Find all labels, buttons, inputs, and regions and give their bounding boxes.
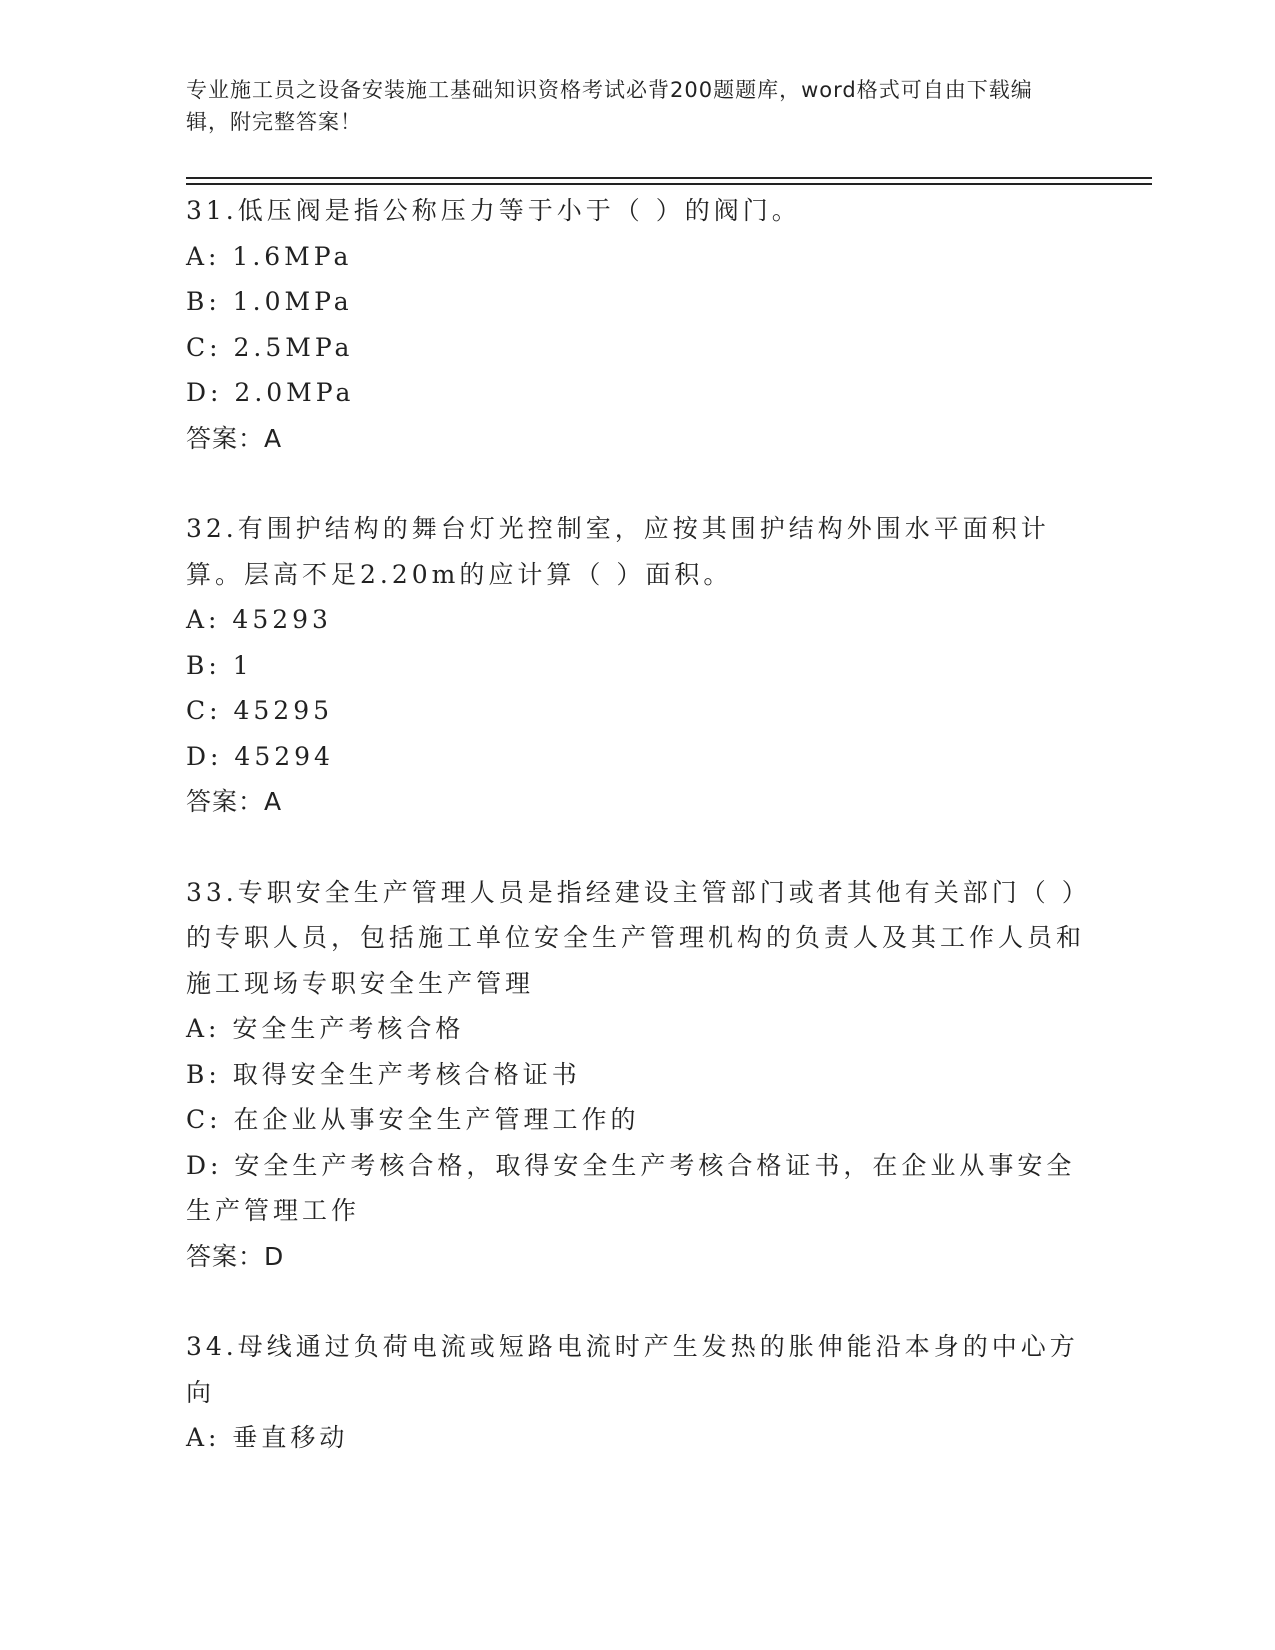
question-33 [186,870,1086,1280]
option-d: D: 2.0MPa [186,378,355,407]
option-c: C: 2.5MPa [186,332,354,362]
option-a: A: 安全生产考核合格 [186,1014,465,1043]
question-stem: 33.专职安全生产管理人员是指经建设主管部门或者其他有关部门（ ）的专职人员，包括施工单位安全生产管理机构的负责人及其工作人员和施工现场专职安全生产管理 [186,877,1086,998]
header-rule-bottom [186,183,1152,185]
answer: 答案：A [186,787,283,816]
question-list [186,188,1086,1506]
header-rule-top [186,177,1152,179]
option-a: A: 1.6MPa [186,241,353,271]
option-a: A: 45293 [186,605,332,634]
question-stem: 31.低压阀是指公称压力等于小于（ ）的阀门。 [186,196,801,225]
option-a: A: 垂直移动 [186,1423,349,1452]
option-d: D: 45294 [186,741,334,771]
option-b: B: 1.0MPa [186,287,353,316]
question-34 [186,1324,1086,1461]
option-c: C: 45295 [186,696,334,725]
question-32 [186,506,1086,825]
document-header: 专业施工员之设备安装施工基础知识资格考试必背200题题库，word格式可自由下载编辑，附完整答案！ [186,78,1033,134]
option-c: C: 在企业从事安全生产管理工作的 [186,1105,640,1134]
question-stem: 34.母线通过负荷电流或短路电流时产生发热的胀伸能沿本身的中心方向 [186,1332,1079,1407]
question-stem: 32.有围护结构的舞台灯光控制室，应按其围护结构外围水平面积计算。层高不足2.20m的应计算（ ）面积。 [186,514,1050,589]
answer: 答案：D [186,1241,285,1271]
option-b: B: 1 [186,650,253,680]
option-b: B: 取得安全生产考核合格证书 [186,1059,581,1089]
question-31 [186,188,1086,461]
answer: 答案：A [186,423,283,453]
option-d: D: 安全生产考核合格，取得安全生产考核合格证书，在企业从事安全生产管理工作 [186,1150,1076,1225]
